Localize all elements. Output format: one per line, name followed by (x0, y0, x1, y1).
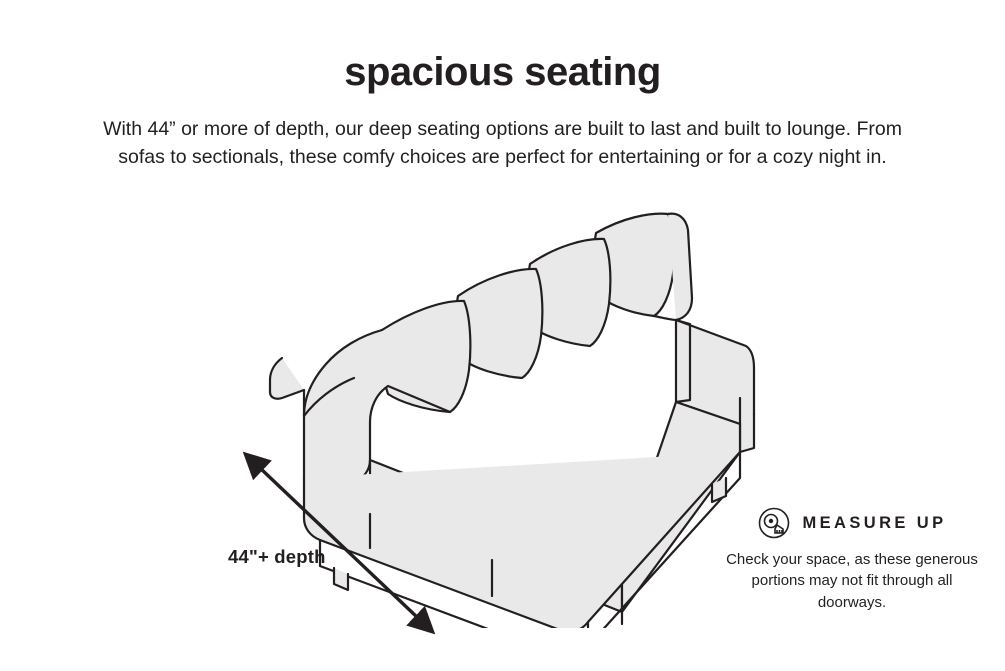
tape-measure-icon (757, 506, 791, 540)
measure-up-note: Check your space, as these generous portions may not fit through all doorways. (726, 551, 978, 611)
measure-up-header (717, 506, 987, 540)
page-title: spacious seating (344, 50, 661, 94)
page-subcopy: With 44” or more of depth, our deep seating options are built to last and built to lounge. From sofas to sectionals, these comfy choices are perfect for entertaining or for a cozy night in. (103, 118, 902, 169)
measure-up-block (717, 506, 987, 613)
depth-dimension-arrow (228, 440, 448, 640)
measure-up-title: MEASURE UP (802, 513, 947, 532)
depth-label: 44"+ depth (228, 546, 326, 567)
